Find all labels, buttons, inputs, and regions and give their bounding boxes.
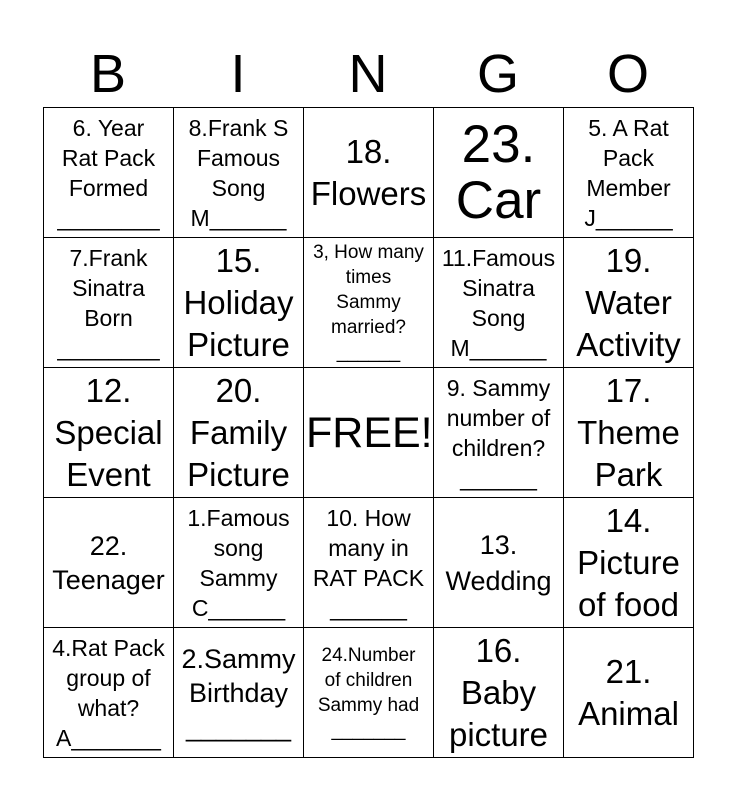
header-letter-b: B (89, 44, 127, 104)
bingo-cell[interactable] (564, 368, 694, 498)
cell-text: 18. Flowers (310, 132, 427, 212)
bingo-cell[interactable] (174, 238, 304, 368)
cell-text: 9. Sammy number of children? ______ (446, 374, 551, 491)
bingo-cell[interactable] (434, 498, 564, 628)
cell-text: 6. Year Rat Pack Formed ________ (57, 114, 160, 231)
cell-text: 5. A Rat Pack Member J______ (584, 114, 673, 231)
cell-text: 22. Teenager (52, 530, 165, 595)
bingo-board (43, 107, 694, 758)
bingo-cell[interactable] (304, 108, 434, 238)
cell-text: 4.Rat Pack group of what? A_______ (52, 634, 165, 751)
bingo-cell[interactable] (564, 628, 694, 758)
bingo-cell[interactable] (304, 628, 434, 758)
cell-text: 7.Frank Sinatra Born ________ (57, 244, 160, 361)
bingo-cell[interactable] (44, 368, 174, 498)
cell-text: 24.Number of children Sammy had _______ (317, 644, 420, 741)
bingo-cell[interactable] (174, 368, 304, 498)
bingo-cell[interactable] (564, 498, 694, 628)
free-space-cell[interactable] (304, 368, 434, 498)
cell-text: 13. Wedding (445, 529, 552, 596)
cell-text: 16. Baby picture (448, 631, 549, 753)
bingo-cell[interactable] (304, 498, 434, 628)
header-letter-n: N (348, 44, 388, 104)
bingo-cell[interactable] (434, 628, 564, 758)
cell-text: 15. Holiday Picture (183, 241, 294, 363)
bingo-cell[interactable] (44, 238, 174, 368)
cell-text: 23. Car (455, 114, 542, 230)
cell-text: 14. Picture of food (577, 501, 680, 623)
bingo-cell[interactable] (44, 498, 174, 628)
header-letter-i: I (230, 44, 246, 104)
cell-text: 12. Special Event (54, 371, 163, 493)
cell-text: 19. Water Activity (576, 241, 681, 363)
bingo-cell[interactable] (434, 368, 564, 498)
cell-text: 17. Theme Park (577, 371, 680, 493)
bingo-cell[interactable] (174, 628, 304, 758)
free-space-label: FREE! (306, 408, 433, 457)
cell-text: 2.Sammy Birthday _______ (181, 643, 296, 742)
bingo-cell[interactable] (434, 238, 564, 368)
header-letter-g: G (476, 44, 519, 104)
bingo-cell[interactable] (564, 238, 694, 368)
cell-text: 20. Family Picture (187, 371, 290, 493)
bingo-cell[interactable] (44, 108, 174, 238)
bingo-cell[interactable] (434, 108, 564, 238)
header-letter-o: O (606, 44, 649, 104)
bingo-header (43, 42, 693, 106)
bingo-cell[interactable] (174, 498, 304, 628)
bingo-cell[interactable] (174, 108, 304, 238)
cell-text: 10. How many in RAT PACK ______ (312, 504, 425, 621)
bingo-cell[interactable] (44, 628, 174, 758)
cell-text: 8.Frank S Famous Song M______ (188, 114, 289, 231)
cell-text: 1.Famous song Sammy C______ (187, 504, 290, 621)
bingo-cell[interactable] (304, 238, 434, 368)
cell-text: 3, How many times Sammy married? ______ (313, 242, 424, 363)
cell-text: 21. Animal (578, 652, 679, 732)
bingo-cell[interactable] (564, 108, 694, 238)
cell-text: 11.Famous Sinatra Song M______ (441, 244, 556, 361)
